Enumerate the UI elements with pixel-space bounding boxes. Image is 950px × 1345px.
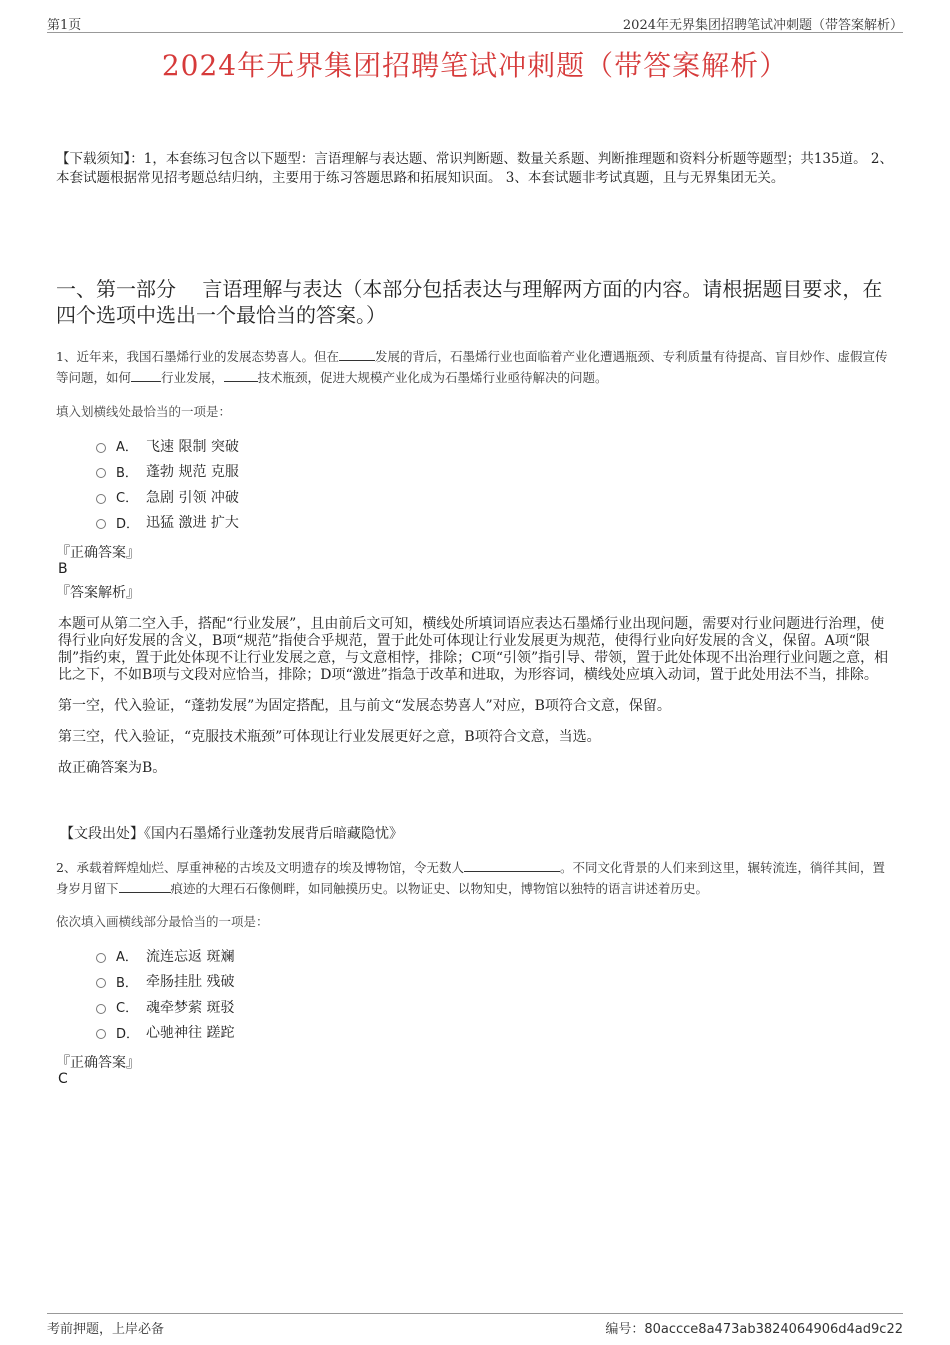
- question-1-text: 1、近年来，我国石墨烯行业的发展态势喜人。但在 发展的背后，石墨烯行业也面临着产业化遭遇瓶颈、专利质量有待提高、盲目炒作、虚假宣传等问题，如何 行业发展， 技术瓶颈，促进大规模产业化成为石墨烯行业亟待解决的问题。: [56, 349, 888, 385]
- analysis-paragraph: 第三空，代入验证，“克服技术瓶颈”可体现让行业发展更好之意，B项符合文意，当选。: [58, 729, 601, 745]
- option-a[interactable]: A． 飞速 限制 突破: [96, 433, 239, 459]
- radio-icon[interactable]: [96, 978, 106, 988]
- question-1-prompt: 填入划横线处最恰当的一项是：: [56, 404, 232, 419]
- analysis-paragraph: 故正确答案为B。: [58, 760, 167, 776]
- analysis-paragraph: 本题可从第二空入手，搭配“行业发展”，且由前后文可知，横线处所填词语应表达石墨烯行业出现问题，需要对行业问题进行治理，使得行业向好发展的含义，B项“规范”指使合乎规范，置于此处可体现让行业发展更为规范，使得行业向好发展的含义，保留。A项“限制”指约束，置于此处体现不让行业发展之意，与文意相悖，排除；C项“引领”指引导、带领，置于此处体现不出治理行业问题之意，相比之下，不如B项与文段对应恰当，排除；D项“激进”指急于改革和进取，为形容词，横线处应填入动词，置于此处用法不当，排除。: [58, 616, 889, 683]
- blank: [131, 369, 161, 382]
- blank: [464, 859, 560, 872]
- question-2-prompt: 依次填入画横线部分最恰当的一项是：: [56, 914, 269, 929]
- footer-slogan: 考前押题，上岸必备: [47, 1322, 165, 1337]
- analysis-text: [58, 616, 894, 791]
- blank: [339, 348, 375, 361]
- question-1-options: [96, 433, 239, 535]
- option-d[interactable]: D． 心驰神往 蹉跎: [96, 1020, 234, 1046]
- page-title: 2024年无界集团招聘笔试冲刺题（带答案解析）: [161, 49, 789, 82]
- blank: [119, 880, 171, 893]
- footer-code: 编号：80accce8a473ab3824064906d4ad9c22: [605, 1322, 903, 1337]
- blank: [224, 369, 258, 382]
- answer-label: 『正确答案』: [56, 1055, 140, 1071]
- page-header: [47, 14, 903, 33]
- page-footer: [47, 1313, 903, 1337]
- option-b[interactable]: B． 蓬勃 规范 克服: [96, 459, 239, 485]
- download-notice: 【下载须知】：1，本套练习包含以下题型：言语理解与表达题、常识判断题、数量关系题、判断推理题和资料分析题等题型；共135道。 2、本套试题根据常见招考题总结归纳，主要用于练习答题思路和拓展知识面。 3、本套试题非考试真题，且与无界集团无关。: [56, 151, 893, 186]
- analysis-label: 『答案解析』: [56, 585, 140, 601]
- option-a[interactable]: A． 流连忘返 斑斓: [96, 943, 234, 969]
- answer-value: B: [58, 561, 68, 577]
- answer-label: 『正确答案』: [56, 545, 140, 561]
- radio-icon[interactable]: [96, 468, 106, 478]
- radio-icon[interactable]: [96, 519, 106, 529]
- option-c[interactable]: C． 急剧 引领 冲破: [96, 484, 239, 510]
- source-citation: 【文段出处】《国内石墨烯行业蓬勃发展背后暗藏隐忧》: [60, 826, 403, 842]
- page-number: 第1页: [47, 18, 82, 33]
- radio-icon[interactable]: [96, 1029, 106, 1039]
- question-2-options: [96, 943, 234, 1045]
- option-d[interactable]: D． 迅猛 激进 扩大: [96, 510, 239, 536]
- question-2-text: 2、承载着辉煌灿烂、厚重神秘的古埃及文明遗存的埃及博物馆，令无数人 。不同文化背景的人们来到这里，辗转流连，徜徉其间，置身岁月留下 痕迹的大理石石像侧畔，如同触摸历史。以物证史、以物知史，博物馆以独特的语言讲述着历史。: [56, 860, 885, 896]
- answer-value: C: [58, 1071, 68, 1087]
- radio-icon[interactable]: [96, 443, 106, 453]
- analysis-paragraph: 第一空，代入验证，“蓬勃发展”为固定搭配，且与前文“发展态势喜人”对应，B项符合文意，保留。: [58, 698, 671, 714]
- radio-icon[interactable]: [96, 953, 106, 963]
- radio-icon[interactable]: [96, 494, 106, 504]
- option-c[interactable]: C． 魂牵梦萦 斑驳: [96, 994, 234, 1020]
- radio-icon[interactable]: [96, 1004, 106, 1014]
- header-doc-title: 2024年无界集团招聘笔试冲刺题（带答案解析）: [622, 18, 903, 33]
- section-heading: 一、第一部分 言语理解与表达（本部分包括表达与理解两方面的内容。请根据题目要求，在四个选项中选出一个最恰当的答案。）: [56, 277, 883, 327]
- option-b[interactable]: B． 牵肠挂肚 残破: [96, 969, 234, 995]
